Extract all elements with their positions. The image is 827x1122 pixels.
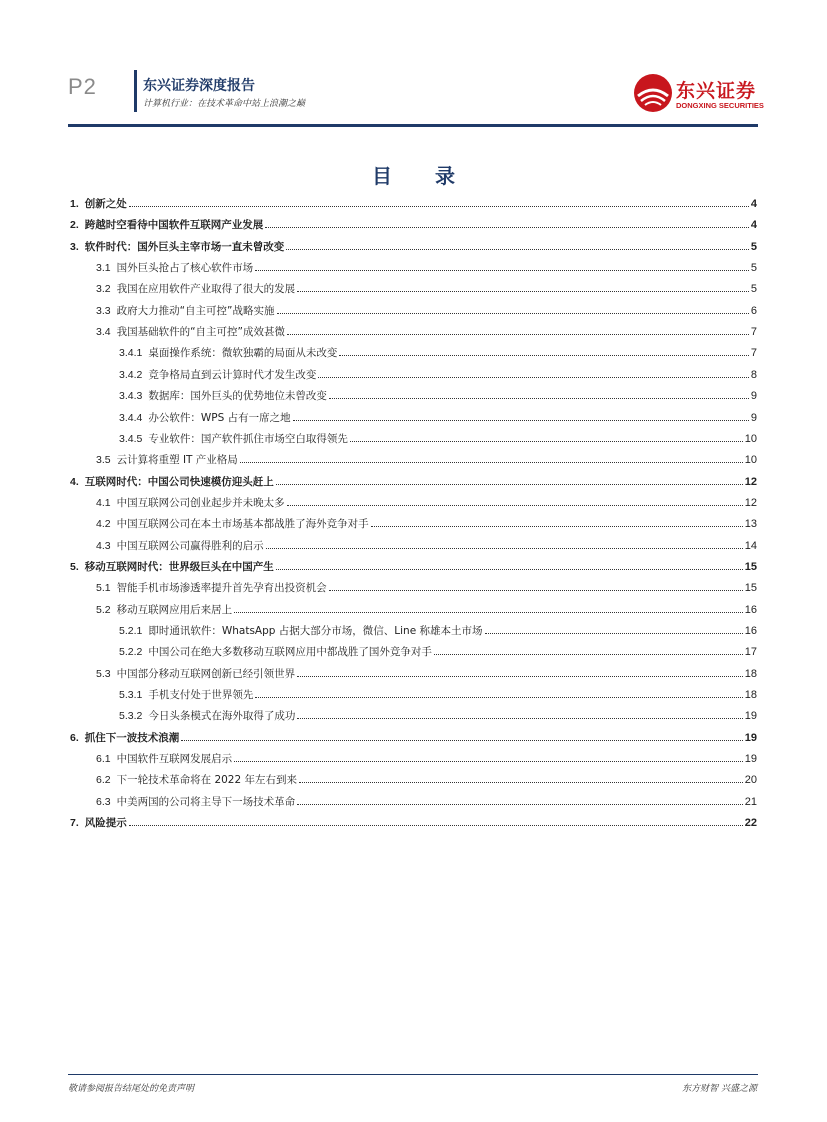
toc-dot-leader [266,547,743,549]
toc-dot-leader [287,333,749,335]
toc-entry-page: 20 [744,774,757,787]
toc-entry-page: 10 [744,454,757,467]
toc-entry-page: 16 [744,603,757,616]
header-divider [134,70,137,112]
toc-entry-page: 5 [750,283,757,296]
toc-entry-page: 8 [750,368,757,381]
toc-entry[interactable] [119,411,757,425]
toc-entry-page: 5 [750,262,757,275]
toc-entry-number: 4. [70,475,79,488]
toc-entry[interactable] [96,453,757,467]
toc-dot-leader [339,354,749,356]
toc-entry-page: 7 [750,326,757,339]
toc-entry-title: 竞争格局直到云计算时代才发生改变 [148,368,317,381]
toc-entry-number: 3.4.4 [119,411,143,424]
toc-dot-leader [287,504,743,506]
toc-dot-leader [277,312,749,314]
toc-entry-number: 7. [70,817,79,830]
toc-entry-page: 17 [744,646,757,659]
toc-entry[interactable] [96,773,757,787]
toc-dot-leader [255,696,742,698]
toc-entry-number: 4.1 [96,496,111,509]
toc-entry-page: 22 [744,817,757,830]
toc-entry-title: 中美两国的公司将主导下一场技术革命 [116,795,296,808]
toc-entry[interactable] [70,197,757,211]
report-subtitle: 计算机行业：在技术革命中站上浪潮之巅 [143,99,306,109]
toc-entry[interactable] [70,240,757,254]
toc-entry-number: 3.4.1 [119,347,143,360]
toc-entry[interactable] [96,496,757,510]
toc-entry-title: 抓住下一波技术浪潮 [84,731,180,744]
toc-entry-number: 5.2.1 [119,625,143,637]
toc-entry-number: 6.1 [96,753,111,766]
toc-entry-number: 5. [70,560,79,573]
toc-entry-number: 3.5 [96,454,111,467]
toc-entry-number: 3.2 [96,283,111,296]
toc-entry-title: 中国互联网公司在本土市场基本都战胜了海外竞争对手 [116,518,369,531]
toc-entry[interactable] [70,218,757,232]
footer-disclaimer: 敬请参阅报告结尾处的免责声明 [68,1084,195,1094]
toc-dot-leader [318,376,749,378]
toc-entry-number: 4.3 [96,539,111,552]
toc-entry[interactable] [70,731,757,745]
toc-entry-title: 中国公司在绝大多数移动互联网应用中都战胜了国外竞争对手 [148,646,432,659]
toc-dot-leader [276,483,743,485]
toc-entry[interactable] [70,475,757,489]
toc-dot-leader [350,440,743,442]
toc-entry-title: 中国部分移动互联网创新已经引领世界 [116,667,296,680]
toc-entry-page: 10 [744,432,757,445]
toc-entry-title: 中国互联网公司创业起步并未晚太多 [116,496,285,509]
toc-entry[interactable] [96,603,757,617]
header-rule [68,124,758,127]
toc-dot-leader [485,632,743,634]
toc-entry[interactable] [96,581,757,595]
toc-entry-title: 手机支付处于世界领先 [148,689,254,702]
toc-entry[interactable] [96,261,757,275]
toc-entry-number: 1. [70,198,79,210]
toc-entry-number: 3.4.5 [119,432,143,445]
toc-entry-title: 数据库：国外巨头的优势地位未曾改变 [148,390,327,403]
brand-logo [632,72,764,116]
toc-entry-title: 智能手机市场渗透率提升首先孕育出投资机会 [116,582,327,595]
toc-dot-leader [434,653,743,655]
toc-dot-leader [255,269,749,271]
toc-entry[interactable] [96,667,757,681]
footer-slogan: 东方财智 兴盛之源 [682,1084,757,1094]
toc-entry[interactable] [119,368,757,382]
toc-dot-leader [299,781,743,783]
toc-entry-title: 跨越时空看待中国软件互联网产业发展 [84,219,264,232]
toc-entry-title: 桌面操作系统：微软独霸的局面从未改变 [148,347,338,360]
toc-entry-number: 6. [70,731,79,744]
toc-entry[interactable] [70,816,757,830]
toc-entry-number: 6.2 [96,774,111,787]
toc-entry-page: 7 [750,347,757,360]
toc-entry-number: 4.2 [96,518,111,531]
toc-entry-number: 6.3 [96,795,111,808]
toc-dot-leader [293,419,749,421]
toc-entry[interactable] [119,389,757,403]
toc-entry-title: 移动互联网时代：世界级巨头在中国产生 [84,560,274,573]
toc-dot-leader [240,461,743,463]
toc-dot-leader [371,525,743,527]
toc-entry-page: 4 [750,219,757,232]
toc-dot-leader [234,760,743,762]
toc-entry-number: 3.1 [96,262,111,275]
toc-entry-title: 我国基础软件的“自主可控”成效甚微 [116,326,285,339]
toc-entry-page: 12 [744,475,757,488]
toc-entry-page: 18 [744,689,757,702]
logo-name-cn: 东兴证券 [676,80,757,102]
toc-dot-leader [329,397,749,399]
toc-entry-title: 云计算将重塑 IT 产业格局 [116,454,238,467]
toc-entry-title: 中国互联网公司赢得胜利的启示 [116,539,264,552]
footer-rule [68,1074,758,1075]
toc-entry[interactable] [96,304,757,318]
page-number: P2 [68,74,97,99]
toc-entry-number: 3.4 [96,326,111,339]
toc-dot-leader [181,739,742,741]
toc-entry-page: 9 [750,411,757,424]
toc-entry-title: 国外巨头抢占了核心软件市场 [116,262,254,275]
toc-entry-page: 16 [744,625,757,637]
toc-entry[interactable] [119,346,757,360]
toc-entry-page: 13 [744,518,757,531]
toc-entry-page: 9 [750,390,757,403]
toc-entry-number: 2. [70,219,79,232]
toc-entry-number: 5.1 [96,582,111,595]
toc-entry-page: 6 [750,304,757,317]
toc-entry-page: 4 [750,198,757,210]
toc-entry[interactable] [119,624,757,638]
toc-entry[interactable] [96,795,757,809]
toc-dot-leader [286,248,749,250]
toc-dot-leader [265,226,749,228]
toc-dot-leader [234,611,743,613]
toc-entry-title: 软件时代：国外巨头主宰市场一直未曾改变 [84,240,285,253]
toc-entry[interactable] [96,752,757,766]
toc-entry-number: 3.3 [96,304,111,317]
toc-entry[interactable] [96,539,757,553]
toc-entry-title: 办公软件：WPS 占有一席之地 [148,411,291,424]
toc-entry-number: 5.2.2 [119,646,143,659]
toc-dot-leader [329,589,743,591]
toc-entry-number: 5.3.2 [119,710,143,723]
toc-entry-title: 中国软件互联网发展启示 [116,753,233,766]
toc-dot-leader [129,205,749,207]
toc-entry-page: 19 [744,710,757,723]
toc-entry[interactable] [119,688,757,702]
logo-name-en: DONGXING SECURITIES [676,101,764,110]
toc-entry-title: 即时通讯软件：WhatsApp 占据大部分市场，微信、Line 称雄本土市场 [148,625,483,637]
toc-entry-title: 今日头条模式在海外取得了成功 [148,710,296,723]
toc-entry-page: 5 [750,240,757,253]
toc-entry-page: 21 [744,795,757,808]
toc-entry-title: 政府大力推动“自主可控”战略实施 [116,304,275,317]
toc-entry-title: 我国在应用软件产业取得了很大的发展 [116,283,296,296]
toc-dot-leader [297,717,742,719]
toc-entry-title: 下一轮技术革命将在 2022 年左右到来 [116,774,298,787]
toc-entry[interactable] [119,709,757,723]
toc-entry-page: 12 [744,496,757,509]
toc-dot-leader [297,803,743,805]
toc-entry-page: 19 [744,753,757,766]
toc-entry-page: 15 [744,582,757,595]
toc-entry-title: 移动互联网应用后来居上 [116,603,233,616]
toc-entry-title: 风险提示 [84,817,127,830]
toc-entry[interactable] [119,645,757,659]
toc-dot-leader [276,568,743,570]
toc-entry-title: 专业软件：国产软件抓住市场空白取得领先 [148,432,348,445]
toc-entry-number: 3.4.3 [119,390,143,403]
toc-entry-title: 创新之处 [84,198,127,210]
toc-entry-number: 3.4.2 [119,368,143,381]
toc-entry[interactable] [119,432,757,446]
toc-entry-number: 5.2 [96,603,111,616]
toc-entry-number: 5.3 [96,667,111,680]
report-title: 东兴证券深度报告 [143,78,255,94]
toc-entry-page: 15 [744,560,757,573]
toc-entry-title: 互联网时代：中国公司快速模仿迎头赶上 [84,475,274,488]
toc-entry[interactable] [96,282,757,296]
toc-entry-page: 19 [744,731,757,744]
toc-entry[interactable] [70,560,757,574]
toc-entry-number: 5.3.1 [119,689,143,702]
toc-dot-leader [129,824,743,826]
toc-entry[interactable] [96,517,757,531]
toc-title: 目 录 [372,164,473,188]
toc-entry-number: 3. [70,240,79,253]
toc-dot-leader [297,290,749,292]
toc-entry[interactable] [96,325,757,339]
toc-dot-leader [297,675,743,677]
dongxing-logo-icon [632,72,674,114]
toc-entry-page: 14 [744,539,757,552]
toc-entry-page: 18 [744,667,757,680]
